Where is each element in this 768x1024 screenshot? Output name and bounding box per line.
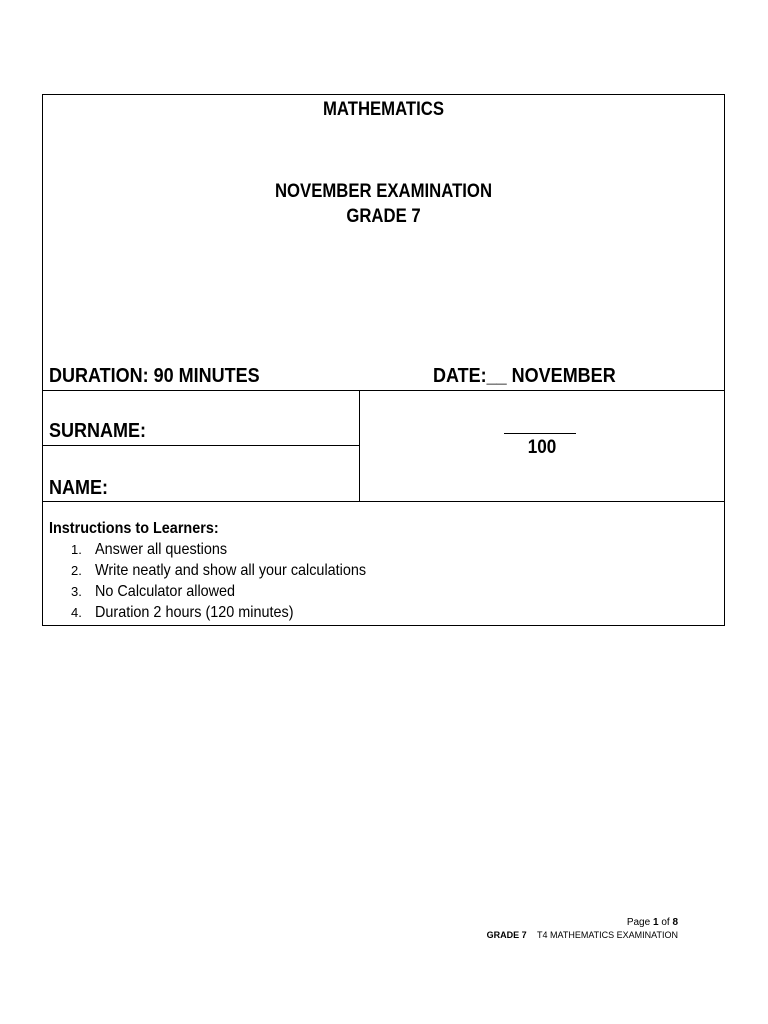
page-footer xyxy=(487,916,678,942)
cover-header xyxy=(43,95,724,391)
surname-row xyxy=(43,391,359,446)
footer-exam-line xyxy=(487,929,678,942)
instruction-text: No Calculator allowed xyxy=(95,583,236,600)
cover-frame xyxy=(42,94,725,626)
instruction-item xyxy=(49,602,724,623)
name-row xyxy=(43,446,359,502)
instructions-list xyxy=(49,539,724,623)
instruction-number: 4. xyxy=(71,605,82,620)
instruction-item xyxy=(49,581,724,602)
page-current: 1 xyxy=(652,917,659,928)
date-label: DATE:__ NOVEMBER xyxy=(433,365,616,387)
page-number xyxy=(487,916,678,929)
grade-title: GRADE 7 xyxy=(346,206,421,227)
instructions-block xyxy=(49,519,724,623)
instruction-item xyxy=(49,560,724,581)
duration-label: DURATION: 90 MINUTES xyxy=(49,365,260,387)
exam-title: NOVEMBER EXAMINATION xyxy=(274,181,493,202)
page-prefix: Page xyxy=(626,917,651,928)
page-of: of xyxy=(661,917,670,928)
instruction-text: Write neatly and show all your calculations xyxy=(95,562,367,579)
instruction-number: 3. xyxy=(71,584,82,599)
footer-grade: GRADE 7 xyxy=(486,930,527,940)
page-total: 8 xyxy=(672,917,678,928)
exam-title-block xyxy=(84,179,683,229)
instruction-number: 1. xyxy=(71,542,82,557)
instruction-item xyxy=(49,539,724,560)
learner-details xyxy=(43,391,724,502)
score-blank-line xyxy=(504,433,576,434)
footer-exam-name: T4 MATHEMATICS EXAMINATION xyxy=(536,930,678,940)
learner-fields xyxy=(43,391,360,501)
total-marks: 100 xyxy=(527,437,557,458)
instruction-text: Answer all questions xyxy=(95,541,228,558)
subject-title: MATHEMATICS xyxy=(322,99,445,120)
score-cell xyxy=(360,391,724,501)
surname-label: SURNAME: xyxy=(49,420,147,442)
instructions-heading: Instructions to Learners: xyxy=(49,520,219,537)
name-label: NAME: xyxy=(49,477,108,499)
instruction-number: 2. xyxy=(71,563,82,578)
instruction-text: Duration 2 hours (120 minutes) xyxy=(95,604,294,621)
